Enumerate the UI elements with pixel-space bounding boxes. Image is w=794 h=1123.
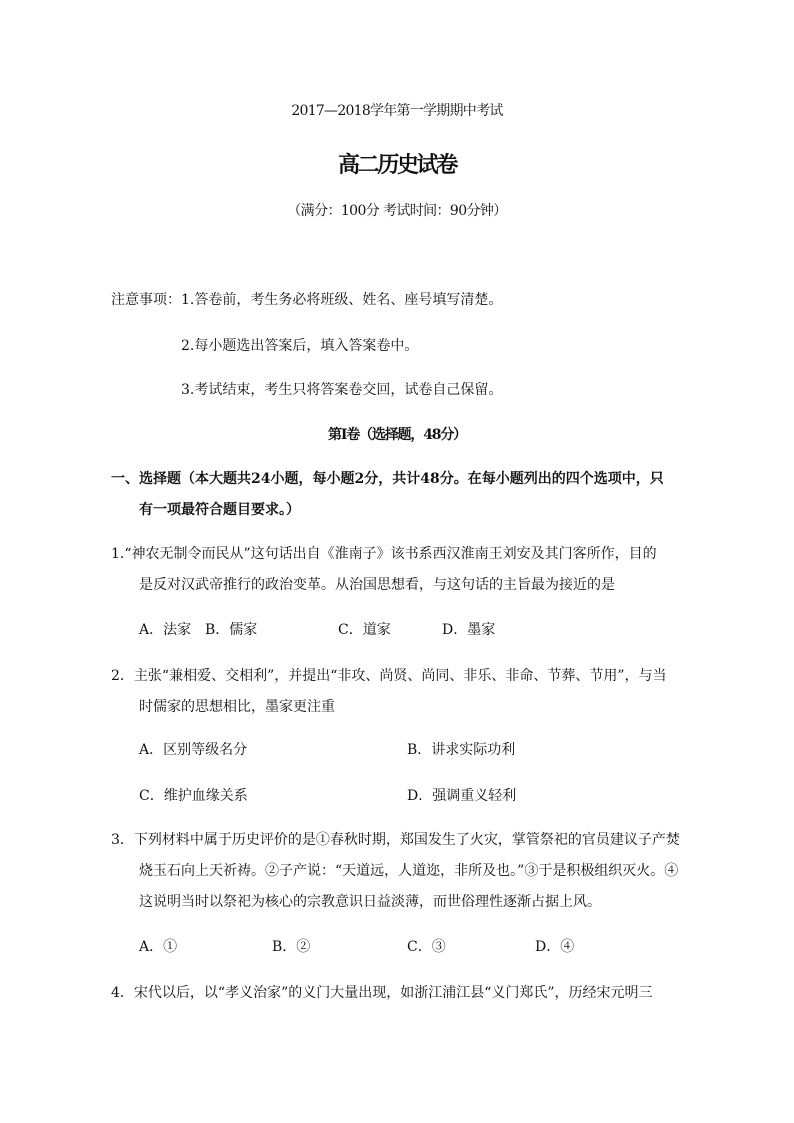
question-4-line-1: 4．宋代以后，以“孝义治家”的义门大量出现，如浙江浦江县“义门郑氏”，历经宋元明三 [111,985,653,1001]
exam-term: 2017—2018学年第一学期期中考试 [291,103,503,119]
question-3-option-d: D．④ [535,939,575,955]
question-1-option-d: D．墨家 [442,622,496,638]
question-1-option-b: B．儒家 [205,622,258,638]
note-item-3: 3.考试结束，考生只将答案卷交回，试卷自己保留。 [181,382,503,398]
question-2-option-a: A．区别等级名分 [139,742,248,758]
question-3-option-b: B．② [272,939,311,955]
section-title: 第Ⅰ卷（选择题，48分） [328,427,466,443]
section-heading-line-2: 有一项最符合题目要求。） [139,502,300,518]
question-3-option-a: A．① [139,939,178,955]
page-title: 高二历史试卷 [337,152,457,178]
section-heading-line-1: 一、选择题（本大题共24小题，每小题2分，共计48分。在每小题列出的四个选项中，只 [111,471,664,487]
question-1-option-c: C．道家 [338,622,391,638]
question-2-option-b: B．讲求实际功利 [407,742,516,758]
question-3-line-3: 这说明当时以祭祀为核心的宗教意识日益淡薄，而世俗理性逐渐占据上风。 [139,894,601,910]
question-1-line-1: 1.“神农无制令而民从”这句话出自《淮南子》该书系西汉淮南王刘安及其门客所作，目的 [111,546,657,562]
score-time: （满分：100分 考试时间：90分钟） [287,203,507,219]
question-1-line-2: 是反对汉武帝推行的政治变革。从治国思想看，与这句话的主旨最为接近的是 [139,577,615,593]
question-1-option-a: A．法家 [139,622,192,638]
question-3-line-1: 3．下列材料中属于历史评价的是①春秋时期，郑国发生了火灾，掌管祭祀的官员建议子产焚 [111,832,680,848]
note-item-1: 1.答卷前，考生务必将班级、姓名、座号填写清楚。 [181,292,503,308]
question-2-option-c: C．维护血缘关系 [139,788,248,804]
question-3-option-c: C．③ [407,939,446,955]
notes-label: 注意事项： [111,292,181,308]
note-item-2: 2.每小题选出答案后，填入答案卷中。 [181,338,419,354]
question-2-option-d: D．强调重义轻利 [407,788,517,804]
question-2-line-2: 时儒家的思想相比，墨家更注重 [139,699,335,715]
question-3-line-2: 烧玉石向上天祈祷。②子产说：“天道远，人道迩，非所及也。”③于是积极组织灭火。④ [139,863,679,879]
question-2-line-1: 2．主张“兼相爱、交相利”，并提出“非攻、尚贤、尚同、非乐、非命、节葬、节用”，与当 [111,668,667,684]
